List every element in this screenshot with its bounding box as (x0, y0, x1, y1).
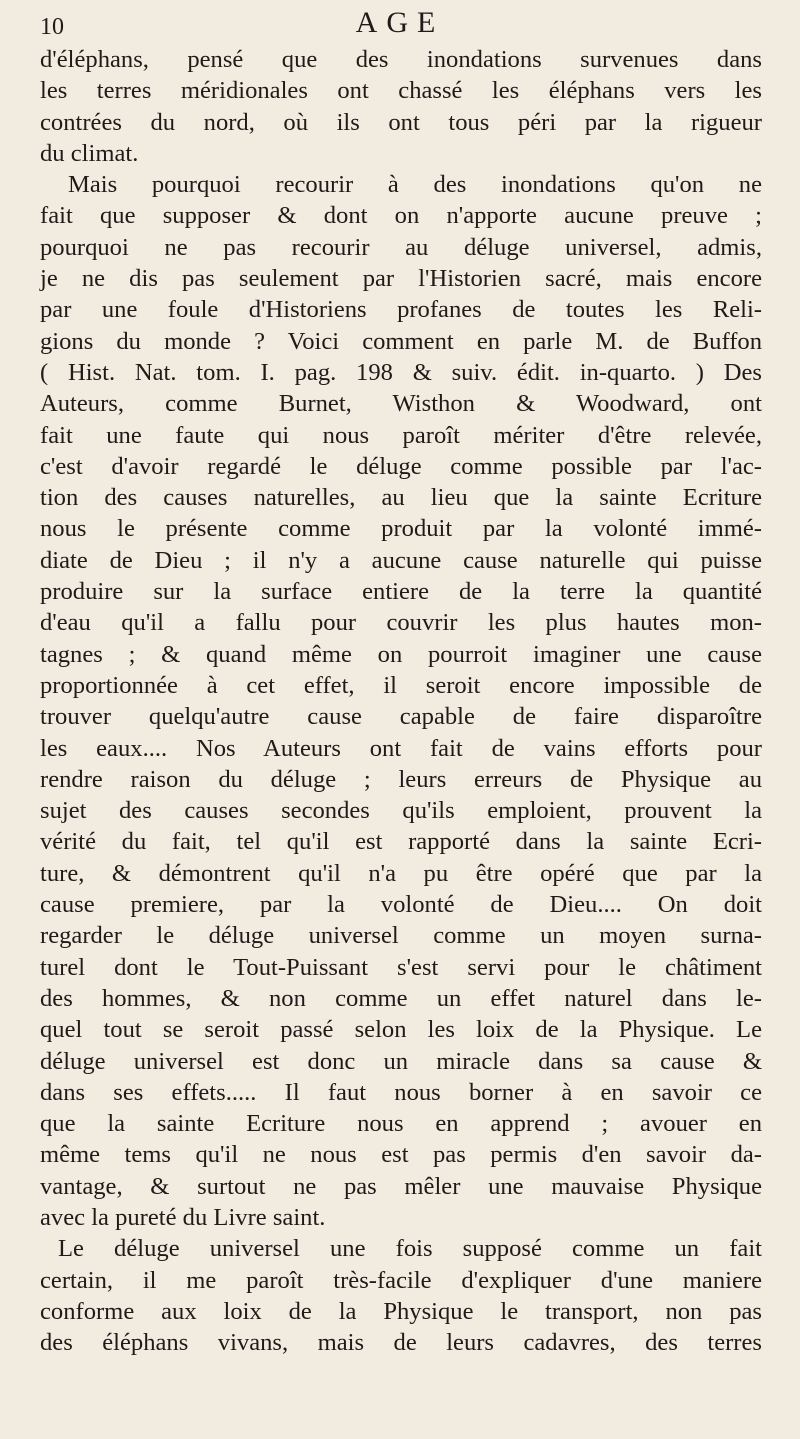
text-line: même tems qu'il ne nous est pas permis d'en savoir da- (40, 1141, 762, 1169)
body-text (40, 44, 762, 1358)
text-line: Auteurs, comme Burnet, Wisthon & Woodward, ont (40, 390, 762, 418)
text-line: fait que supposer & dont on n'apporte aucune preuve ; (40, 202, 762, 230)
page-number: 10 (40, 14, 64, 40)
text-line: avec la pureté du Livre saint. (40, 1203, 326, 1231)
text-line: certain, il me paroît très-facile d'expliquer d'une maniere (40, 1266, 762, 1294)
text-line: c'est d'avoir regardé le déluge comme possible par l'ac- (40, 452, 762, 480)
text-line: je ne dis pas seulement par l'Historien sacré, mais encore (40, 265, 762, 293)
text-line: d'éléphans, pensé que des inondations survenues dans (40, 46, 762, 73)
text-line: produire sur la surface entiere de la terre la quantité (40, 578, 762, 606)
text-line: diate de Dieu ; il n'y a aucune cause naturelle qui puisse (40, 546, 762, 574)
text-line: ( Hist. Nat. tom. I. pag. 198 & suiv. édit. in-quarto. ) Des (40, 358, 762, 386)
text-line: conforme aux loix de la Physique le transport, non pas (40, 1297, 762, 1325)
running-title: AGE (355, 6, 445, 39)
text-line: déluge universel est donc un miracle dans sa cause & (40, 1047, 762, 1075)
text-line: pourquoi ne pas recourir au déluge universel, admis, (40, 233, 762, 261)
text-line: regarder le déluge universel comme un moyen surna- (40, 922, 762, 950)
text-line: tagnes ; & quand même on pourroit imaginer une cause (40, 640, 762, 668)
text-line: vantage, & surtout ne pas mêler une mauvaise Physique (40, 1172, 762, 1200)
text-line: cause premiere, par la volonté de Dieu.... On doit (40, 891, 762, 919)
text-line: que la sainte Ecriture nous en apprend ; avouer en (40, 1110, 762, 1138)
text-line: les eaux.... Nos Auteurs ont fait de vains efforts pour (40, 734, 762, 762)
text-line: gions du monde ? Voici comment en parle M. de Buffon (40, 327, 762, 355)
text-line: nous le présente comme produit par la volonté immé- (40, 515, 762, 543)
text-line: sujet des causes secondes qu'ils emploient, prouvent la (40, 797, 762, 825)
text-line: Le déluge universel une fois supposé comme un fait (58, 1235, 762, 1263)
page-header (40, 6, 760, 46)
text-line: des hommes, & non comme un effet naturel dans le- (40, 984, 762, 1012)
text-line: tion des causes naturelles, au lieu que la sainte Ecriture (40, 484, 762, 512)
text-line: ture, & démontrent qu'il n'a pu être opéré que par la (40, 859, 762, 887)
text-line: dans ses effets..... Il faut nous borner à en savoir ce (40, 1078, 762, 1106)
text-line: quel tout se seroit passé selon les loix de la Physique. Le (40, 1016, 762, 1044)
text-line: vérité du fait, tel qu'il est rapporté dans la sainte Ecri- (40, 828, 762, 856)
text-line: des éléphans vivans, mais de leurs cadavres, des terres (40, 1329, 762, 1357)
text-line: fait une faute qui nous paroît mériter d'être relevée, (40, 421, 762, 449)
text-line: rendre raison du déluge ; leurs erreurs de Physique au (40, 765, 762, 793)
text-line: les terres méridionales ont chassé les éléphans vers les (40, 77, 762, 105)
text-line: d'eau qu'il a fallu pour couvrir les plus hautes mon- (40, 609, 762, 637)
text-line: par une foule d'Historiens profanes de toutes les Reli- (40, 296, 762, 324)
text-line: Mais pourquoi recourir à des inondations qu'on ne (68, 171, 762, 199)
text-line: proportionnée à cet effet, il seroit encore impossible de (40, 671, 762, 699)
text-line: trouver quelqu'autre cause capable de faire disparoître (40, 703, 762, 731)
text-line: turel dont le Tout-Puissant s'est servi pour le châtiment (40, 953, 762, 981)
text-line: du climat. (40, 139, 139, 167)
text-line: contrées du nord, où ils ont tous péri par la rigueur (40, 108, 762, 136)
